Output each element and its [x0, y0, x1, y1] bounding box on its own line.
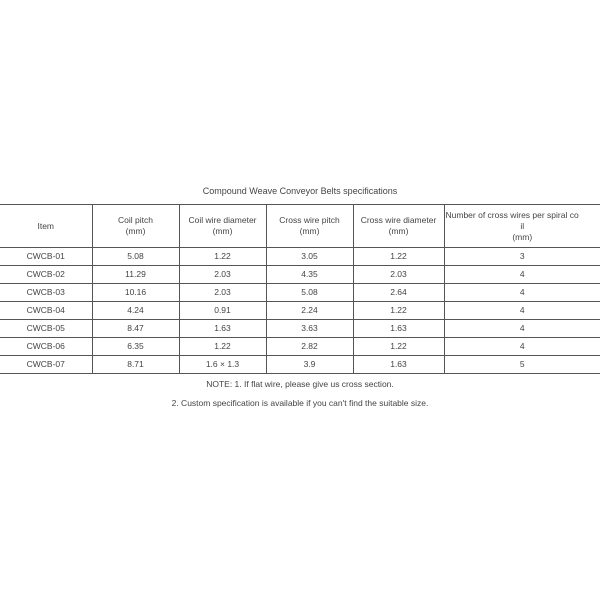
cell-cross-wire-diameter: 2.64	[353, 284, 444, 302]
cell-cross-wire-diameter: 2.03	[353, 266, 444, 284]
cell-cross-wire-diameter: 1.22	[353, 248, 444, 266]
cell-cross-wire-diameter: 1.22	[353, 302, 444, 320]
table-row	[0, 356, 600, 374]
spec-table	[0, 204, 600, 374]
cell-cross-wire-pitch: 2.24	[266, 302, 353, 320]
cell-coil-wire-diameter: 1.22	[179, 338, 266, 356]
cell-cross-wire-diameter: 1.63	[353, 320, 444, 338]
cell-number-of-cross-wires: 4	[444, 302, 600, 320]
cell-number-of-cross-wires: 4	[444, 266, 600, 284]
table-row	[0, 320, 600, 338]
note-flat-wire: NOTE: 1. If flat wire, please give us cross section.	[206, 379, 394, 389]
cell-item: CWCB-04	[0, 302, 92, 320]
header-item: Item	[0, 205, 92, 248]
cell-coil-pitch: 6.35	[92, 338, 179, 356]
table-row	[0, 302, 600, 320]
header-number-of-cross-wires: Number of cross wires per spiral co il (mm)	[444, 205, 600, 248]
header-coil-wire-diameter: Coil wire diameter (mm)	[179, 205, 266, 248]
cell-item: CWCB-05	[0, 320, 92, 338]
cell-item: CWCB-07	[0, 356, 92, 374]
cell-coil-wire-diameter: 0.91	[179, 302, 266, 320]
cell-coil-pitch: 4.24	[92, 302, 179, 320]
cell-item: CWCB-01	[0, 248, 92, 266]
note-custom-specification: 2. Custom specification is available if you can't find the suitable size.	[171, 398, 429, 408]
cell-cross-wire-pitch: 3.9	[266, 356, 353, 374]
cell-cross-wire-pitch: 2.82	[266, 338, 353, 356]
cell-coil-wire-diameter: 1.6 × 1.3	[179, 356, 266, 374]
table-row	[0, 248, 600, 266]
cell-coil-pitch: 8.71	[92, 356, 179, 374]
cell-coil-wire-diameter: 1.63	[179, 320, 266, 338]
cell-cross-wire-pitch: 4.35	[266, 266, 353, 284]
cell-number-of-cross-wires: 4	[444, 320, 600, 338]
cell-coil-wire-diameter: 2.03	[179, 266, 266, 284]
cell-cross-wire-pitch: 3.63	[266, 320, 353, 338]
header-cross-wire-diameter: Cross wire diameter (mm)	[353, 205, 444, 248]
cell-number-of-cross-wires: 3	[444, 248, 600, 266]
cell-cross-wire-pitch: 5.08	[266, 284, 353, 302]
cell-cross-wire-diameter: 1.22	[353, 338, 444, 356]
cell-coil-pitch: 11.29	[92, 266, 179, 284]
cell-cross-wire-diameter: 1.63	[353, 356, 444, 374]
cell-item: CWCB-03	[0, 284, 92, 302]
cell-number-of-cross-wires: 4	[444, 284, 600, 302]
cell-cross-wire-pitch: 3.05	[266, 248, 353, 266]
table-header-row	[0, 205, 600, 248]
cell-coil-pitch: 5.08	[92, 248, 179, 266]
table-row	[0, 338, 600, 356]
cell-coil-pitch: 8.47	[92, 320, 179, 338]
cell-item: CWCB-02	[0, 266, 92, 284]
cell-coil-wire-diameter: 1.22	[179, 248, 266, 266]
header-coil-pitch: Coil pitch (mm)	[92, 205, 179, 248]
cell-item: CWCB-06	[0, 338, 92, 356]
table-row	[0, 284, 600, 302]
cell-coil-wire-diameter: 2.03	[179, 284, 266, 302]
table-row	[0, 266, 600, 284]
cell-number-of-cross-wires: 4	[444, 338, 600, 356]
header-cross-wire-pitch: Cross wire pitch (mm)	[266, 205, 353, 248]
table-caption: Compound Weave Conveyor Belts specifications	[202, 186, 398, 196]
cell-number-of-cross-wires: 5	[444, 356, 600, 374]
cell-coil-pitch: 10.16	[92, 284, 179, 302]
